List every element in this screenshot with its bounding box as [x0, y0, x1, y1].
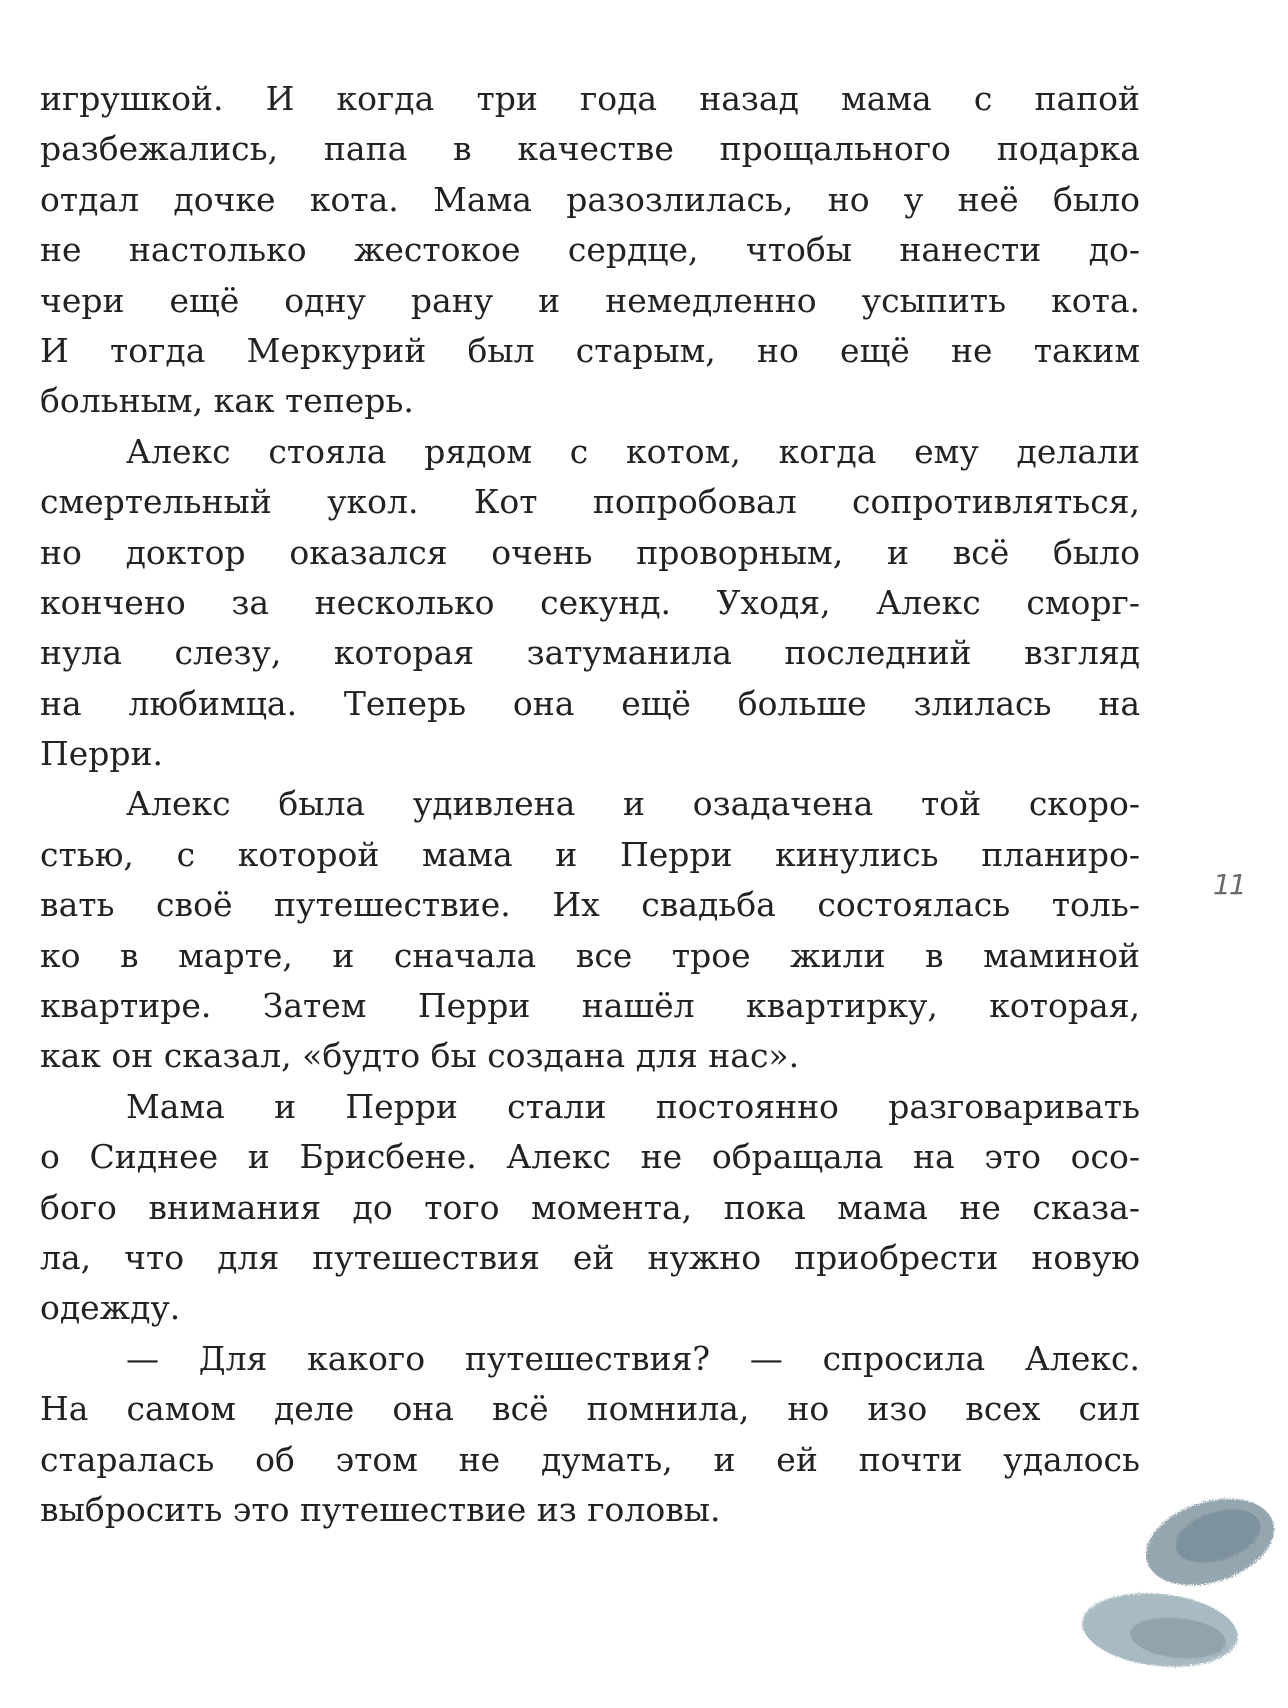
- paw-print-illustration: [1060, 1470, 1288, 1708]
- text-line: одежду.: [40, 1288, 181, 1328]
- text-line: ла, что для путешествия ей нужно приобрести новую: [40, 1237, 1140, 1277]
- text-line: не настолько жестокое сердце, чтобы нанести до-: [40, 230, 1140, 270]
- paragraph: [40, 779, 1140, 1081]
- text-line: разбежались, папа в качестве прощального подарка: [40, 129, 1140, 169]
- text-line: нула слезу, которая затуманила последний взгляд: [40, 633, 1140, 673]
- text-line: смертельный укол. Кот попробовал сопротивляться,: [40, 482, 1140, 522]
- text-line: стью, с которой мама и Перри кинулись планиро-: [40, 834, 1140, 874]
- text-line: бого внимания до того момента, пока мама не сказа-: [40, 1187, 1140, 1227]
- text-line: На самом деле она всё помнила, но изо всех сил: [40, 1389, 1140, 1429]
- text-line: как он сказал, «будто бы создана для нас».: [40, 1036, 800, 1076]
- paragraph: [40, 1082, 1140, 1334]
- paragraph: [40, 1334, 1140, 1536]
- paragraph: [40, 427, 1140, 780]
- text-line: кончено за несколько секунд. Уходя, Алекс сморг-: [40, 582, 1140, 622]
- text-line: Алекс стояла рядом с котом, когда ему делали: [126, 431, 1140, 471]
- text-line: Перри.: [40, 734, 164, 774]
- text-line: о Сиднее и Брисбене. Алекс не обращала на это осо-: [40, 1137, 1140, 1177]
- text-line: игрушкой. И когда три года назад мама с папой: [40, 79, 1140, 118]
- text-line: но доктор оказался очень проворным, и всё было: [40, 532, 1140, 572]
- text-line: — Для какого путешествия? — спросила Алекс.: [126, 1338, 1140, 1378]
- text-line: отдал дочке кота. Мама разозлилась, но у неё было: [40, 179, 1140, 219]
- page-number: 11: [1213, 868, 1245, 901]
- text-line: квартире. Затем Перри нашёл квартирку, которая,: [40, 986, 1140, 1026]
- text-line: Алекс была удивлена и озадачена той скоро-: [126, 784, 1140, 824]
- text-line: чери ещё одну рану и немедленно усыпить кота.: [40, 280, 1140, 320]
- text-line: старалась об этом не думать, и ей почти удалось: [40, 1439, 1140, 1479]
- text-line: ко в марте, и сначала все трое жили в маминой: [40, 935, 1140, 975]
- paragraph: [40, 74, 1140, 427]
- body-text: [40, 74, 1140, 1535]
- text-line: Мама и Перри стали постоянно разговаривать: [126, 1086, 1140, 1126]
- text-line: на любимца. Теперь она ещё больше злилась на: [40, 683, 1140, 723]
- text-line: вать своё путешествие. Их свадьба состоялась толь-: [40, 885, 1140, 925]
- text-line: больным, как теперь.: [40, 381, 414, 421]
- text-line: И тогда Меркурий был старым, но ещё не таким: [40, 330, 1140, 370]
- text-line: выбросить это путешествие из головы.: [40, 1489, 721, 1529]
